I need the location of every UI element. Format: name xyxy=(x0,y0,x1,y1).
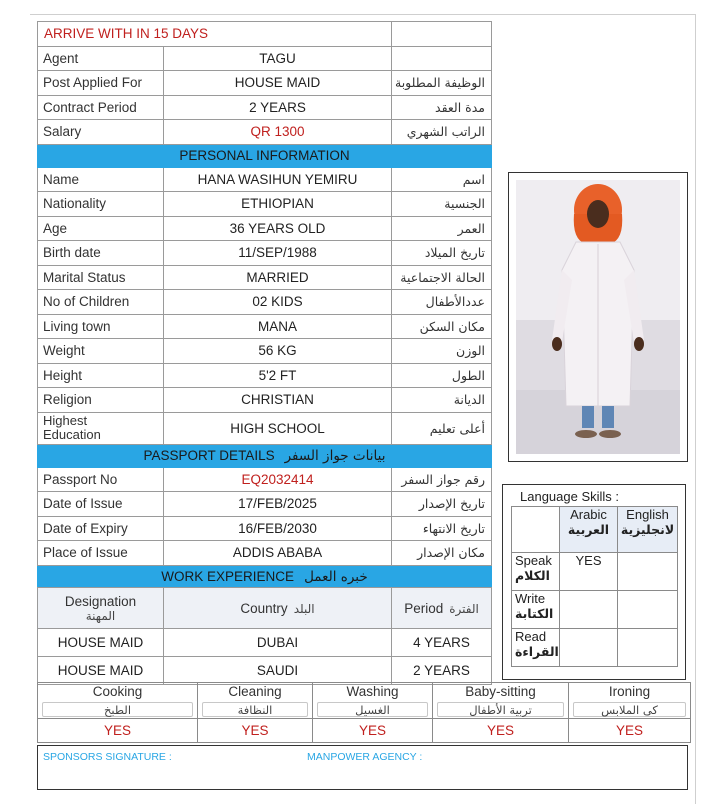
place-of-issue-row: Place of Issue ADDIS ABABA مكان الإصدار xyxy=(38,541,492,566)
contract-period-row: Contract Period 2 YEARS مدة العقد xyxy=(38,95,492,120)
age-row: Age 36 YEARS OLD العمر xyxy=(38,216,492,241)
work-experience-heading: WORK EXPERIENCE خبره العمل xyxy=(38,565,492,588)
manpower-agency-label: MANPOWER AGENCY : xyxy=(307,751,423,763)
washing-value: YES xyxy=(313,719,433,743)
work-row: HOUSE MAID DUBAI 4 YEARS xyxy=(38,629,492,657)
arrival-title: ARRIVE WITH IN 15 DAYS xyxy=(38,22,392,47)
ironing-value: YES xyxy=(569,719,691,743)
household-skills-table xyxy=(37,682,691,743)
cleaning-value: YES xyxy=(198,719,313,743)
height-row: Height 5'2 FT الطول xyxy=(38,363,492,388)
signature-box xyxy=(37,745,688,790)
baby-sitting-value: YES xyxy=(433,719,569,743)
candidate-photo-image xyxy=(516,180,680,454)
education-row: Highest Education HIGH SCHOOL أعلى تعليم xyxy=(38,412,492,444)
work-experience-table xyxy=(37,587,492,685)
personal-info-heading: PERSONAL INFORMATION xyxy=(38,144,492,167)
religion-row: Religion CHRISTIAN الديانة xyxy=(38,388,492,413)
passport-no-row: Passport No EQ2032414 رقم جواز السفر xyxy=(38,467,492,492)
issue-date-row: Date of Issue 17/FEB/2025 تاريخ الإصدار xyxy=(38,492,492,517)
passport-number: EQ2032414 xyxy=(164,467,392,492)
weight-row: Weight 56 KG الوزن xyxy=(38,339,492,364)
cv-main-table xyxy=(37,21,492,589)
marital-status-row: Marital Status MARRIED الحالة الاجتماعية xyxy=(38,265,492,290)
language-skills-table xyxy=(511,506,678,667)
english-column-header: English لانجليزية xyxy=(618,507,678,553)
candidate-photo xyxy=(508,172,688,462)
name-row: Name HANA WASIHUN YEMIRU اسم xyxy=(38,167,492,192)
cooking-value: YES xyxy=(38,719,198,743)
passport-heading: PASSPORT DETAILS بيانات جواز السفر xyxy=(38,444,492,467)
nationality-row: Nationality ETHIOPIAN الجنسية xyxy=(38,192,492,217)
arabic-column-header: Arabic العربية xyxy=(560,507,618,553)
work-row: HOUSE MAID SAUDI 2 YEARS xyxy=(38,657,492,685)
write-row: Write الكتابة xyxy=(512,591,678,629)
speak-row: Speak الكلام YES xyxy=(512,553,678,591)
language-skills-title: Language Skills : xyxy=(520,489,620,504)
expiry-date-row: Date of Expiry 16/FEB/2030 تاريخ الانتهاء xyxy=(38,516,492,541)
language-skills-box xyxy=(502,484,686,680)
living-town-row: Living town MANA مكان السكن xyxy=(38,314,492,339)
salary-row: Salary QR 1300 الراتب الشهري xyxy=(38,120,492,145)
candidate-name: HANA WASIHUN YEMIRU xyxy=(164,167,392,192)
skills-header-row: Cooking Cleaning Washing Baby-sitting Ironing xyxy=(38,683,691,701)
skills-value-row xyxy=(38,719,691,743)
sponsor-signature-label: SPONSORS SIGNATURE : xyxy=(43,751,172,763)
salary-value: QR 1300 xyxy=(164,120,392,145)
language-header-row xyxy=(512,507,678,553)
children-row: No of Children 02 KIDS عددالأطفال xyxy=(38,290,492,315)
skills-arabic-row: الطبخ النظافة الغسيل تربية الأطفال کی الملابس xyxy=(38,701,691,719)
work-header-row: Designation المهنة Country البلد Period الفترة xyxy=(38,588,492,629)
post-applied-row: Post Applied For HOUSE MAID الوظيفة المطلوبة xyxy=(38,71,492,96)
birth-date-row: Birth date 11/SEP/1988 تاريخ الميلاد xyxy=(38,241,492,266)
agent-row: Agent TAGU xyxy=(38,46,492,71)
read-row: Read القراءة xyxy=(512,629,678,667)
